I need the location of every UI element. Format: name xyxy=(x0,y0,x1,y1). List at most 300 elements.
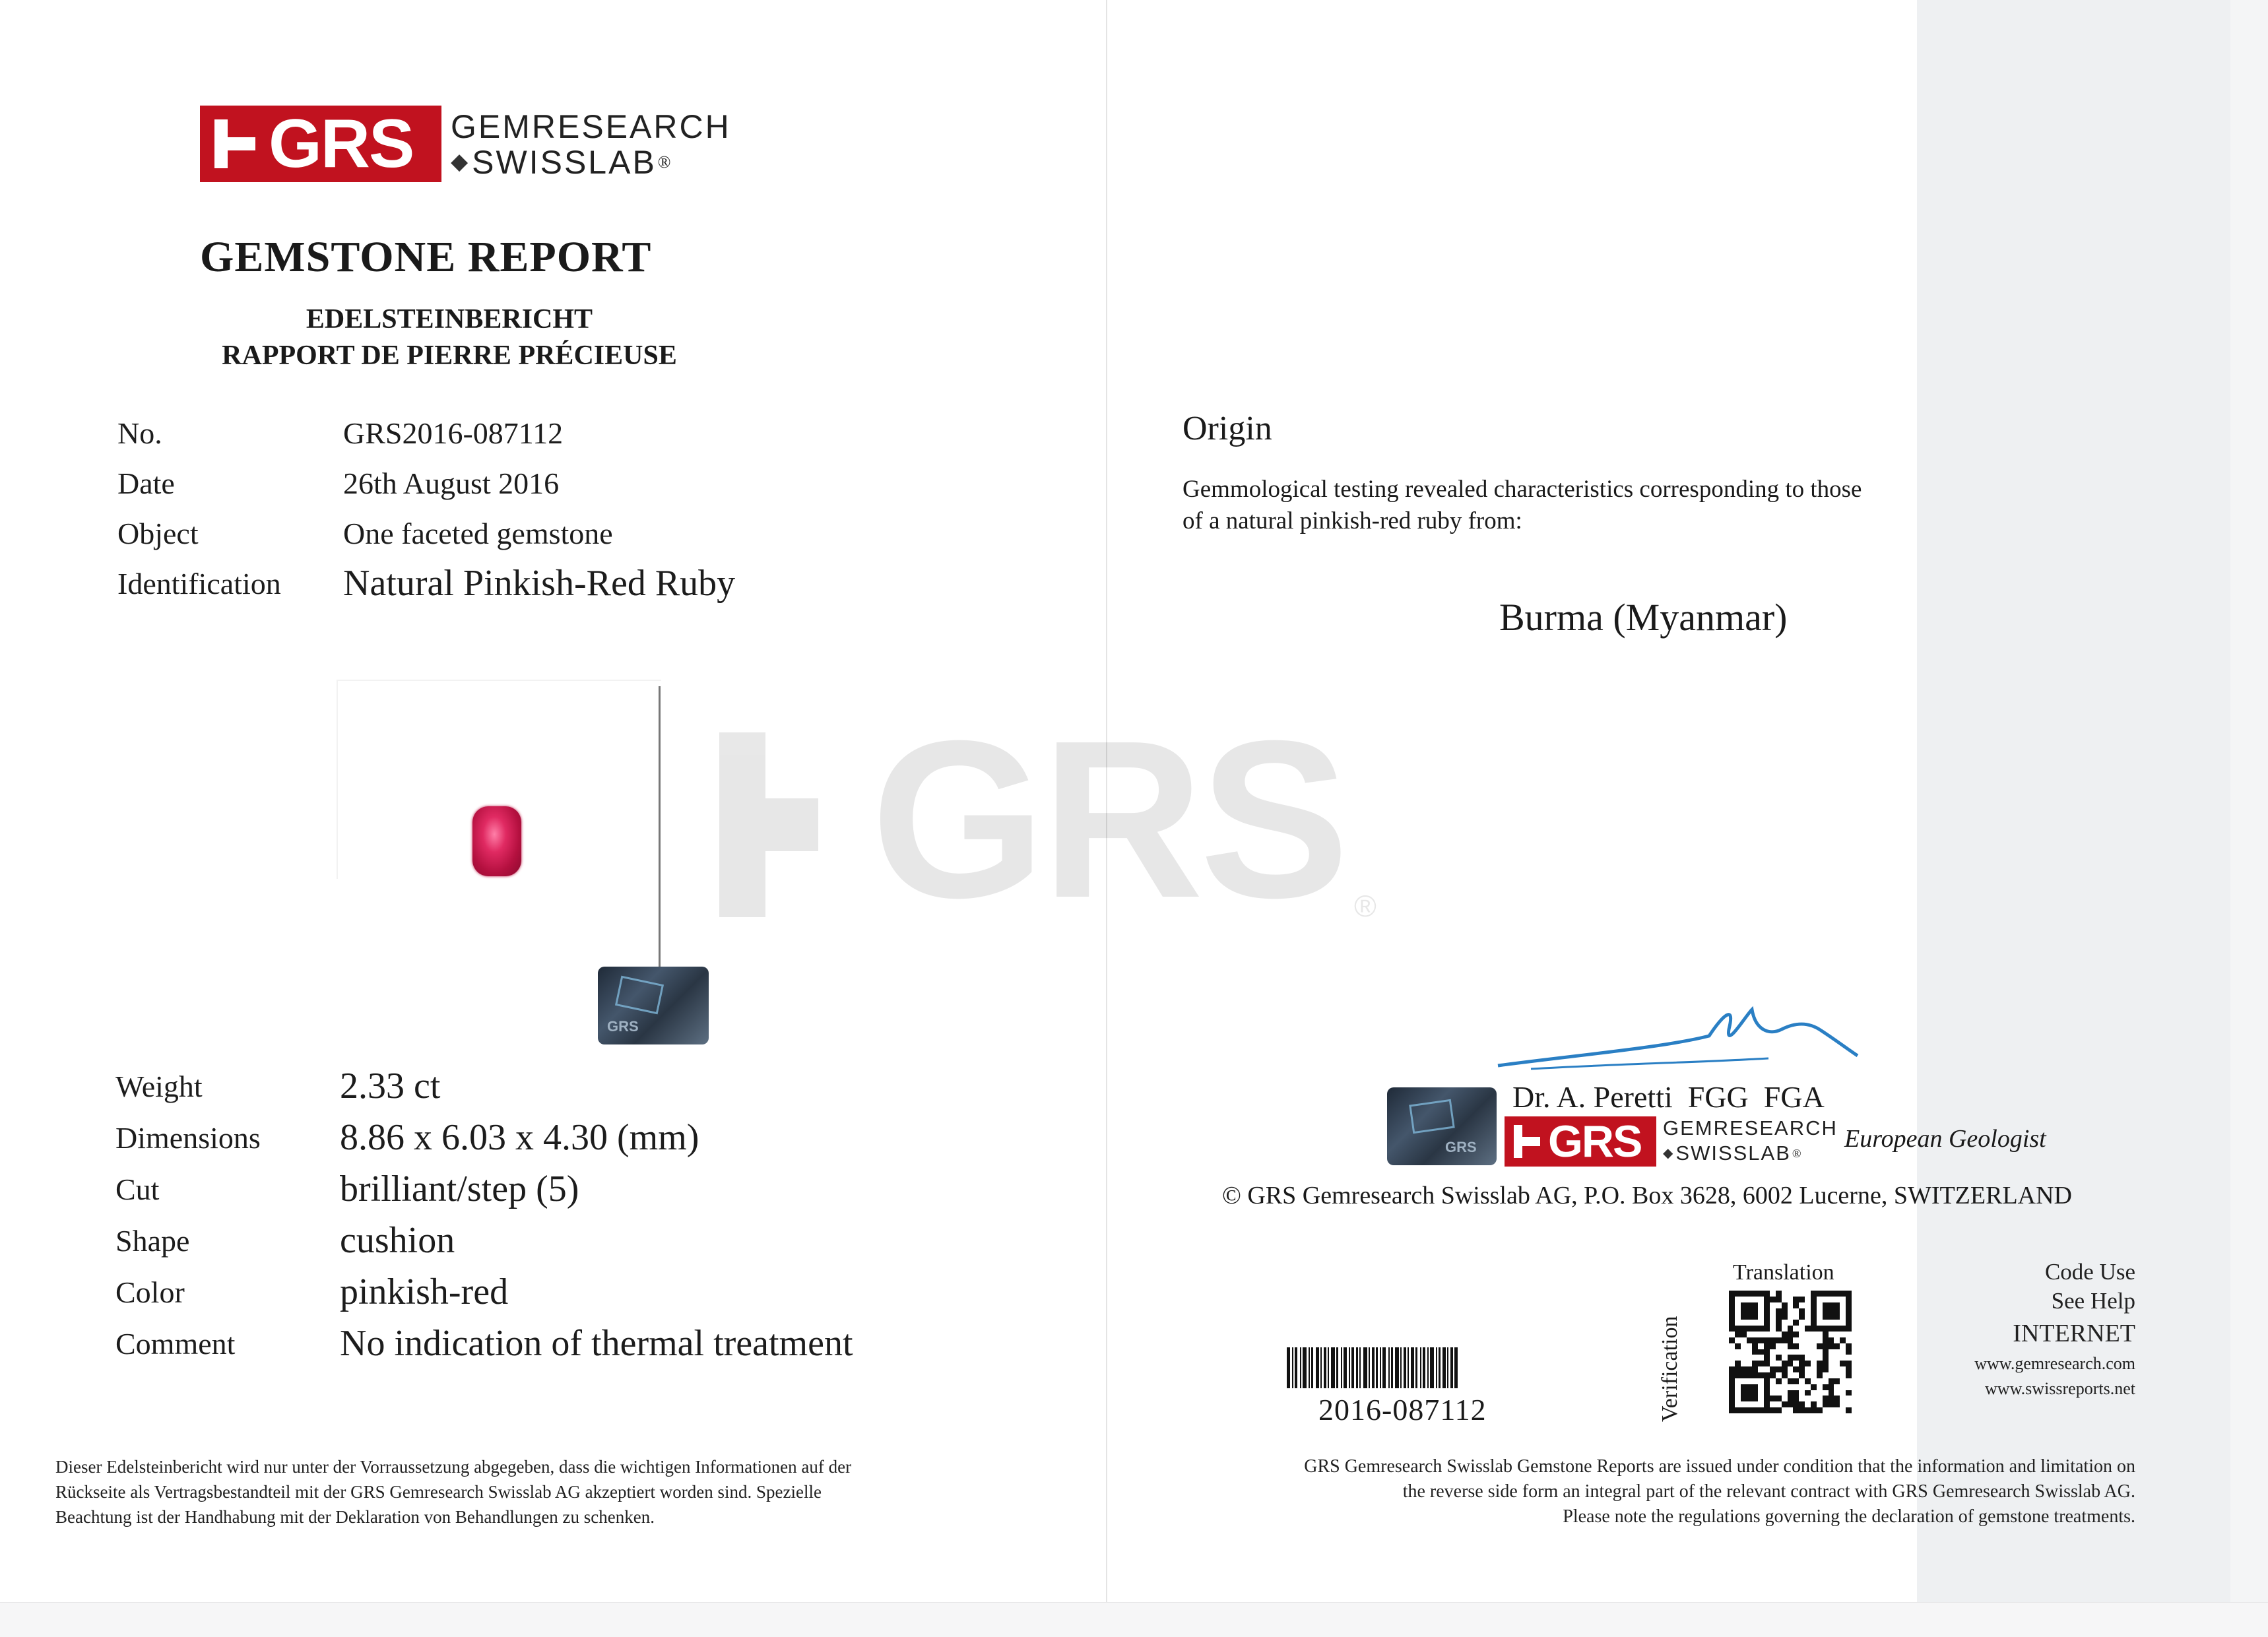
qr-module xyxy=(1741,1355,1747,1361)
ruby-gemstone-image xyxy=(472,806,521,876)
code-use-block xyxy=(1914,1258,2135,1401)
qr-module xyxy=(1834,1366,1840,1372)
qr-module xyxy=(1741,1378,1747,1384)
disclaimer-de-line-3: Beachtung ist der Handhabung mit der Deklaration von Behandlungen zu schenken. xyxy=(55,1507,655,1527)
qr-module xyxy=(1846,1361,1852,1366)
qr-module xyxy=(1799,1384,1805,1390)
verification-qr-code[interactable] xyxy=(1729,1291,1852,1413)
qr-module xyxy=(1829,1326,1834,1332)
qr-module xyxy=(1729,1378,1735,1384)
qr-module xyxy=(1741,1291,1747,1297)
qr-module xyxy=(1793,1320,1799,1326)
qr-module xyxy=(1805,1407,1811,1413)
report-title-de: EDELSTEINBERICHT xyxy=(306,304,593,335)
qr-module xyxy=(1846,1390,1852,1396)
qr-module xyxy=(1834,1297,1840,1302)
qr-module xyxy=(1747,1361,1753,1366)
qr-module xyxy=(1811,1326,1817,1332)
qr-module xyxy=(1788,1390,1794,1396)
qr-module xyxy=(1729,1401,1735,1407)
property-label-weight: Weight xyxy=(115,1070,203,1103)
detail-value-no: GRS2016-087112 xyxy=(343,416,564,450)
qr-module xyxy=(1747,1349,1753,1355)
code-use-line-2: See Help xyxy=(2051,1288,2135,1314)
qr-module xyxy=(1846,1291,1852,1297)
diamond-icon: ◆ xyxy=(451,150,469,174)
qr-module xyxy=(1829,1320,1834,1326)
qr-module xyxy=(1764,1396,1770,1401)
qr-module xyxy=(1788,1308,1794,1314)
disclaimer-de-line-1: Dieser Edelsteinbericht wird nur unter der Vorraussetzung abgegeben, dass die wichtigen Informationen auf der xyxy=(55,1457,852,1477)
qr-module xyxy=(1834,1308,1840,1314)
qr-module xyxy=(1764,1361,1770,1366)
qr-module xyxy=(1788,1326,1794,1332)
qr-module xyxy=(1770,1355,1776,1361)
qr-module xyxy=(1829,1361,1834,1366)
qr-module xyxy=(1799,1407,1805,1413)
qr-module xyxy=(1799,1349,1805,1355)
qr-module xyxy=(1758,1308,1764,1314)
qr-module xyxy=(1729,1291,1735,1297)
qr-module xyxy=(1770,1302,1776,1308)
qr-module xyxy=(1747,1396,1753,1401)
qr-module xyxy=(1817,1355,1823,1361)
qr-module xyxy=(1747,1314,1753,1320)
qr-module xyxy=(1788,1355,1794,1361)
qr-module xyxy=(1747,1343,1753,1349)
qr-module xyxy=(1817,1401,1823,1407)
qr-module xyxy=(1834,1326,1840,1332)
qr-module xyxy=(1805,1349,1811,1355)
grs-logo-box xyxy=(200,106,441,182)
qr-module xyxy=(1829,1343,1834,1349)
qr-module xyxy=(1770,1308,1776,1314)
qr-module xyxy=(1752,1314,1758,1320)
qr-module xyxy=(1834,1337,1840,1343)
qr-module xyxy=(1782,1320,1788,1326)
qr-module xyxy=(1799,1355,1805,1361)
qr-module xyxy=(1829,1378,1834,1384)
origin-heading: Origin xyxy=(1183,410,1272,447)
qr-module xyxy=(1747,1297,1753,1302)
qr-module xyxy=(1735,1401,1741,1407)
qr-module xyxy=(1758,1378,1764,1384)
qr-module xyxy=(1829,1401,1834,1407)
qr-module xyxy=(1758,1326,1764,1332)
qr-module xyxy=(1758,1291,1764,1297)
qr-module xyxy=(1747,1291,1753,1297)
url-gemresearch[interactable]: www.gemresearch.com xyxy=(1974,1354,2135,1373)
property-label-cut: Cut xyxy=(115,1172,160,1206)
qr-module xyxy=(1846,1366,1852,1372)
qr-module xyxy=(1846,1401,1852,1407)
qr-module xyxy=(1846,1308,1852,1314)
qr-module xyxy=(1840,1372,1846,1378)
qr-module xyxy=(1840,1407,1846,1413)
qr-module xyxy=(1770,1407,1776,1413)
qr-module xyxy=(1788,1372,1794,1378)
qr-module xyxy=(1799,1361,1805,1366)
qr-module xyxy=(1741,1361,1747,1366)
qr-module xyxy=(1776,1343,1782,1349)
qr-module xyxy=(1758,1407,1764,1413)
qr-module xyxy=(1782,1384,1788,1390)
qr-module xyxy=(1776,1308,1782,1314)
qr-module xyxy=(1764,1314,1770,1320)
qr-module xyxy=(1811,1401,1817,1407)
qr-module xyxy=(1741,1366,1747,1372)
qr-module xyxy=(1770,1396,1776,1401)
grs-logo-small xyxy=(1505,1116,1838,1167)
qr-module xyxy=(1823,1361,1829,1366)
qr-module xyxy=(1840,1384,1846,1390)
qr-module xyxy=(1788,1302,1794,1308)
hologram-seal-image: GRS xyxy=(598,967,709,1044)
qr-module xyxy=(1846,1297,1852,1302)
logo-line-2: ◆ SWISSLAB ® xyxy=(451,144,671,181)
qr-module xyxy=(1747,1384,1753,1390)
qr-module xyxy=(1729,1320,1735,1326)
qr-module xyxy=(1735,1396,1741,1401)
qr-module xyxy=(1741,1332,1747,1337)
qr-module xyxy=(1764,1320,1770,1326)
qr-module xyxy=(1729,1314,1735,1320)
qr-module xyxy=(1834,1302,1840,1308)
watermark-cross-icon xyxy=(719,732,818,924)
qr-module xyxy=(1840,1320,1846,1326)
qr-module xyxy=(1776,1291,1782,1297)
qr-module xyxy=(1793,1314,1799,1320)
qr-module xyxy=(1752,1320,1758,1326)
qr-module xyxy=(1817,1332,1823,1337)
qr-module xyxy=(1811,1355,1817,1361)
qr-module xyxy=(1752,1378,1758,1384)
url-swissreports[interactable]: www.swissreports.net xyxy=(1985,1379,2135,1398)
qr-module xyxy=(1805,1302,1811,1308)
qr-module xyxy=(1788,1291,1794,1297)
qr-module xyxy=(1793,1372,1799,1378)
swiss-cross-small-icon xyxy=(1514,1125,1540,1158)
property-value-shape: cushion xyxy=(340,1220,455,1261)
page-edge xyxy=(2230,0,2268,1636)
qr-module xyxy=(1817,1349,1823,1355)
qr-module xyxy=(1764,1378,1770,1384)
qr-module xyxy=(1788,1314,1794,1320)
qr-module xyxy=(1793,1291,1799,1297)
qr-module xyxy=(1735,1326,1741,1332)
qr-module xyxy=(1817,1361,1823,1366)
qr-module xyxy=(1782,1302,1788,1308)
qr-module xyxy=(1793,1396,1799,1401)
qr-module xyxy=(1817,1291,1823,1297)
qr-module xyxy=(1840,1337,1846,1343)
qr-module xyxy=(1758,1355,1764,1361)
qr-module xyxy=(1799,1378,1805,1384)
qr-module xyxy=(1823,1390,1829,1396)
qr-module xyxy=(1829,1297,1834,1302)
qr-module xyxy=(1817,1320,1823,1326)
qr-module xyxy=(1811,1314,1817,1320)
qr-module xyxy=(1758,1297,1764,1302)
logo-line-1: GEMRESEARCH xyxy=(451,108,731,145)
qr-module xyxy=(1729,1372,1735,1378)
qr-module xyxy=(1805,1378,1811,1384)
qr-module xyxy=(1752,1297,1758,1302)
qr-module xyxy=(1805,1332,1811,1337)
qr-module xyxy=(1770,1297,1776,1302)
translation-label: Translation xyxy=(1733,1260,1834,1285)
qr-module xyxy=(1747,1326,1753,1332)
qr-module xyxy=(1747,1355,1753,1361)
qr-module xyxy=(1799,1366,1805,1372)
qr-module xyxy=(1782,1314,1788,1320)
qr-module xyxy=(1782,1337,1788,1343)
qr-module xyxy=(1752,1291,1758,1297)
qr-module xyxy=(1846,1355,1852,1361)
qr-module xyxy=(1741,1326,1747,1332)
qr-module xyxy=(1817,1302,1823,1308)
qr-module xyxy=(1823,1302,1829,1308)
qr-module xyxy=(1782,1407,1788,1413)
qr-module xyxy=(1729,1308,1735,1314)
qr-module xyxy=(1776,1372,1782,1378)
qr-module xyxy=(1793,1349,1799,1355)
qr-module xyxy=(1840,1396,1846,1401)
qr-module xyxy=(1788,1401,1794,1407)
qr-module xyxy=(1735,1372,1741,1378)
qr-module xyxy=(1811,1308,1817,1314)
qr-module xyxy=(1741,1349,1747,1355)
qr-module xyxy=(1834,1320,1840,1326)
qr-module xyxy=(1829,1349,1834,1355)
qr-module xyxy=(1776,1396,1782,1401)
qr-module xyxy=(1752,1302,1758,1308)
qr-module xyxy=(1799,1372,1805,1378)
qr-module xyxy=(1823,1343,1829,1349)
qr-module xyxy=(1829,1390,1834,1396)
qr-module xyxy=(1770,1378,1776,1384)
qr-module xyxy=(1770,1320,1776,1326)
qr-module xyxy=(1758,1343,1764,1349)
qr-module xyxy=(1805,1396,1811,1401)
disclaimer-de-line-2: Rückseite als Vertragsbestandteil mit der GRS Gemresearch Swisslab AG akzeptiert worden sind. Spezielle xyxy=(55,1482,822,1502)
qr-module xyxy=(1735,1407,1741,1413)
qr-module xyxy=(1823,1401,1829,1407)
qr-module xyxy=(1782,1355,1788,1361)
qr-module xyxy=(1729,1396,1735,1401)
qr-module xyxy=(1741,1320,1747,1326)
qr-module xyxy=(1799,1314,1805,1320)
qr-module xyxy=(1752,1355,1758,1361)
qr-module xyxy=(1846,1407,1852,1413)
qr-module xyxy=(1764,1302,1770,1308)
qr-module xyxy=(1741,1407,1747,1413)
qr-module xyxy=(1747,1320,1753,1326)
qr-module xyxy=(1782,1390,1788,1396)
logo-small-line-2: ◆ SWISSLAB ® xyxy=(1663,1141,1801,1165)
qr-module xyxy=(1846,1372,1852,1378)
signature-image xyxy=(1491,990,1861,1089)
qr-module xyxy=(1793,1343,1799,1349)
qr-module xyxy=(1776,1302,1782,1308)
qr-module xyxy=(1811,1384,1817,1390)
qr-module xyxy=(1776,1355,1782,1361)
property-label-dimensions: Dimensions xyxy=(115,1121,261,1155)
qr-module xyxy=(1811,1396,1817,1401)
qr-module xyxy=(1758,1320,1764,1326)
qr-module xyxy=(1817,1366,1823,1372)
qr-module xyxy=(1805,1297,1811,1302)
qr-module xyxy=(1823,1332,1829,1337)
qr-module xyxy=(1834,1361,1840,1366)
qr-module xyxy=(1758,1332,1764,1337)
qr-module xyxy=(1834,1401,1840,1407)
qr-module xyxy=(1735,1384,1741,1390)
qr-module xyxy=(1782,1332,1788,1337)
qr-module xyxy=(1770,1390,1776,1396)
logo-small-line-1: GEMRESEARCH xyxy=(1663,1116,1838,1139)
swiss-cross-icon xyxy=(214,119,255,168)
qr-module xyxy=(1747,1332,1753,1337)
qr-module xyxy=(1811,1302,1817,1308)
qr-module xyxy=(1805,1308,1811,1314)
qr-module xyxy=(1799,1326,1805,1332)
qr-module xyxy=(1752,1361,1758,1366)
qr-module xyxy=(1788,1407,1794,1413)
qr-module xyxy=(1805,1401,1811,1407)
qr-module xyxy=(1788,1337,1794,1343)
logo-small-letters: GRS xyxy=(1548,1116,1642,1167)
qr-module xyxy=(1776,1384,1782,1390)
qr-module xyxy=(1823,1407,1829,1413)
qr-module xyxy=(1846,1337,1852,1343)
qr-module xyxy=(1782,1308,1788,1314)
qr-module xyxy=(1846,1314,1852,1320)
origin-text xyxy=(1183,474,1862,537)
disclaimer-en-line-3: Please note the regulations governing the declaration of gemstone treatments. xyxy=(1563,1506,2135,1527)
qr-module xyxy=(1729,1355,1735,1361)
qr-module xyxy=(1776,1349,1782,1355)
qr-module xyxy=(1782,1378,1788,1384)
signatory-name: Dr. A. Peretti FGG FGA xyxy=(1512,1080,1825,1114)
qr-module xyxy=(1729,1337,1735,1343)
qr-module xyxy=(1770,1332,1776,1337)
qr-module xyxy=(1788,1378,1794,1384)
qr-module xyxy=(1834,1343,1840,1349)
qr-module xyxy=(1747,1407,1753,1413)
qr-module xyxy=(1829,1314,1834,1320)
qr-module xyxy=(1840,1308,1846,1314)
qr-module xyxy=(1811,1366,1817,1372)
qr-module xyxy=(1805,1337,1811,1343)
qr-module xyxy=(1776,1378,1782,1384)
report-barcode xyxy=(1287,1347,1528,1388)
qr-module xyxy=(1752,1332,1758,1337)
qr-module xyxy=(1788,1320,1794,1326)
qr-module xyxy=(1735,1297,1741,1302)
qr-module xyxy=(1741,1390,1747,1396)
diamond-small-icon: ◆ xyxy=(1663,1146,1673,1161)
qr-module xyxy=(1729,1384,1735,1390)
qr-module xyxy=(1823,1396,1829,1401)
qr-module xyxy=(1776,1361,1782,1366)
qr-module xyxy=(1823,1291,1829,1297)
qr-module xyxy=(1735,1378,1741,1384)
origin-country: Burma (Myanmar) xyxy=(1499,596,1788,639)
qr-module xyxy=(1829,1384,1834,1390)
qr-module xyxy=(1799,1343,1805,1349)
qr-module xyxy=(1758,1314,1764,1320)
qr-module xyxy=(1741,1314,1747,1320)
qr-module xyxy=(1776,1337,1782,1343)
qr-module xyxy=(1799,1302,1805,1308)
qr-module xyxy=(1840,1297,1846,1302)
qr-module xyxy=(1834,1407,1840,1413)
detail-value-identification: Natural Pinkish-Red Ruby xyxy=(343,563,736,604)
property-value-color: pinkish-red xyxy=(340,1271,509,1312)
property-value-dimensions: 8.86 x 6.03 x 4.30 (mm) xyxy=(340,1117,699,1158)
qr-module xyxy=(1782,1343,1788,1349)
qr-module xyxy=(1776,1401,1782,1407)
qr-module xyxy=(1735,1390,1741,1396)
qr-module xyxy=(1782,1401,1788,1407)
qr-module xyxy=(1829,1366,1834,1372)
qr-module xyxy=(1752,1308,1758,1314)
qr-module xyxy=(1764,1291,1770,1297)
qr-module xyxy=(1764,1401,1770,1407)
qr-module xyxy=(1729,1407,1735,1413)
detail-label-identification: Identification xyxy=(117,567,281,600)
property-label-shape: Shape xyxy=(115,1224,190,1258)
qr-module xyxy=(1805,1291,1811,1297)
qr-module xyxy=(1834,1349,1840,1355)
qr-module xyxy=(1764,1308,1770,1314)
qr-module xyxy=(1752,1349,1758,1355)
qr-module xyxy=(1741,1337,1747,1343)
property-label-color: Color xyxy=(115,1275,185,1309)
qr-module xyxy=(1793,1355,1799,1361)
qr-module xyxy=(1817,1372,1823,1378)
qr-module xyxy=(1840,1314,1846,1320)
property-value-comment: No indication of thermal treatment xyxy=(340,1323,853,1364)
page-bottom-edge xyxy=(0,1602,2268,1637)
verification-label: Verification xyxy=(1658,1316,1682,1422)
qr-module xyxy=(1770,1361,1776,1366)
qr-module xyxy=(1805,1390,1811,1396)
qr-module xyxy=(1829,1332,1834,1337)
qr-module xyxy=(1823,1314,1829,1320)
qr-module xyxy=(1793,1384,1799,1390)
qr-module xyxy=(1782,1297,1788,1302)
qr-module xyxy=(1764,1297,1770,1302)
qr-module xyxy=(1846,1326,1852,1332)
qr-module xyxy=(1817,1337,1823,1343)
qr-module xyxy=(1823,1337,1829,1343)
qr-module xyxy=(1782,1366,1788,1372)
qr-module xyxy=(1735,1337,1741,1343)
qr-module xyxy=(1805,1366,1811,1372)
qr-module xyxy=(1829,1396,1834,1401)
qr-module xyxy=(1770,1291,1776,1297)
qr-module xyxy=(1811,1320,1817,1326)
qr-module xyxy=(1735,1343,1741,1349)
qr-module xyxy=(1747,1366,1753,1372)
qr-module xyxy=(1735,1332,1741,1337)
qr-module xyxy=(1793,1326,1799,1332)
qr-module xyxy=(1846,1349,1852,1355)
qr-module xyxy=(1834,1384,1840,1390)
qr-module xyxy=(1811,1390,1817,1396)
